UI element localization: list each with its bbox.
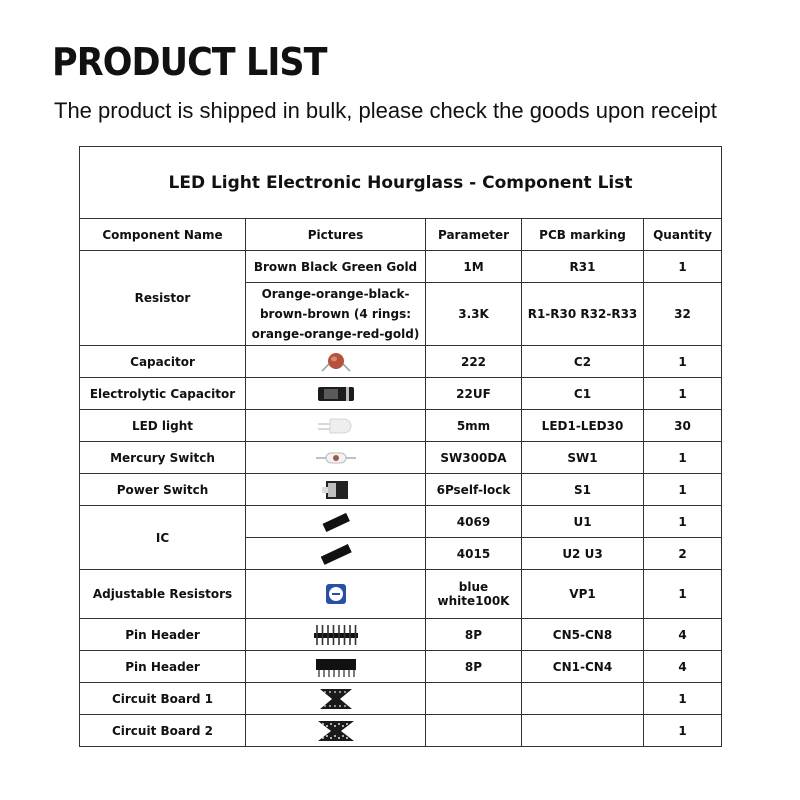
component-name: Capacitor xyxy=(80,346,246,378)
pcb-marking: CN5-CN8 xyxy=(522,619,644,651)
quantity: 1 xyxy=(644,715,722,747)
quantity: 30 xyxy=(644,410,722,442)
pcb-marking xyxy=(522,683,644,715)
table-header-row xyxy=(80,219,722,251)
picture-cell xyxy=(246,651,426,683)
table-caption: LED Light Electronic Hourglass - Component List xyxy=(80,147,722,219)
pin-header-female-icon xyxy=(314,656,358,678)
picture-text: Orange-orange-black-brown-brown (4 rings: orange-orange-red-gold) xyxy=(246,283,426,346)
column-header: Quantity xyxy=(644,219,722,251)
table-row xyxy=(80,346,722,378)
component-name: Electrolytic Capacitor xyxy=(80,378,246,410)
column-header: Component Name xyxy=(80,219,246,251)
parameter: 4069 xyxy=(426,506,522,538)
quantity: 1 xyxy=(644,346,722,378)
component-name: Resistor xyxy=(80,251,246,346)
electrolytic-capacitor-icon xyxy=(316,384,356,404)
pcb-marking: R31 xyxy=(522,251,644,283)
page-title: PRODUCT LIST xyxy=(52,40,327,84)
quantity: 4 xyxy=(644,619,722,651)
parameter: SW300DA xyxy=(426,442,522,474)
mercury-switch-icon xyxy=(314,449,358,467)
picture-cell xyxy=(246,715,426,747)
table-row xyxy=(80,506,722,538)
pcb-marking: SW1 xyxy=(522,442,644,474)
trimmer-potentiometer-icon xyxy=(323,581,349,607)
component-table xyxy=(79,146,722,747)
ic-chip-icon xyxy=(321,512,351,532)
parameter: 6Pself-lock xyxy=(426,474,522,506)
pcb-marking: R1-R30 R32-R33 xyxy=(522,283,644,346)
pcb-marking: C1 xyxy=(522,378,644,410)
table-row xyxy=(80,651,722,683)
picture-text: Brown Black Green Gold xyxy=(246,251,426,283)
table-row xyxy=(80,570,722,619)
pcb-marking: C2 xyxy=(522,346,644,378)
component-name: LED light xyxy=(80,410,246,442)
picture-cell xyxy=(246,619,426,651)
component-name: Circuit Board 2 xyxy=(80,715,246,747)
table-row xyxy=(80,683,722,715)
table-row xyxy=(80,410,722,442)
parameter: blue white100K xyxy=(426,570,522,619)
pcb-marking: CN1-CN4 xyxy=(522,651,644,683)
column-header: Pictures xyxy=(246,219,426,251)
table-row xyxy=(80,619,722,651)
picture-cell xyxy=(246,683,426,715)
page-subtitle: The product is shipped in bulk, please check the goods upon receipt xyxy=(54,98,717,123)
table-row xyxy=(80,474,722,506)
parameter: 8P xyxy=(426,619,522,651)
circuit-board-icon xyxy=(318,687,354,711)
pcb-marking: U2 U3 xyxy=(522,538,644,570)
pcb-marking: S1 xyxy=(522,474,644,506)
component-name: Pin Header xyxy=(80,619,246,651)
picture-cell xyxy=(246,346,426,378)
picture-cell xyxy=(246,506,426,538)
quantity: 1 xyxy=(644,570,722,619)
table-row xyxy=(80,378,722,410)
quantity: 2 xyxy=(644,538,722,570)
parameter: 4015 xyxy=(426,538,522,570)
power-switch-icon xyxy=(318,479,354,501)
quantity: 1 xyxy=(644,251,722,283)
quantity: 1 xyxy=(644,378,722,410)
parameter: 3.3K xyxy=(426,283,522,346)
circuit-board-icon xyxy=(316,719,356,743)
parameter: 1M xyxy=(426,251,522,283)
led-icon xyxy=(316,416,356,436)
parameter xyxy=(426,683,522,715)
picture-cell xyxy=(246,474,426,506)
quantity: 1 xyxy=(644,442,722,474)
ic-chip-icon xyxy=(319,543,353,565)
parameter: 22UF xyxy=(426,378,522,410)
parameter: 5mm xyxy=(426,410,522,442)
quantity: 1 xyxy=(644,683,722,715)
component-name: IC xyxy=(80,506,246,570)
picture-cell xyxy=(246,378,426,410)
component-name: Mercury Switch xyxy=(80,442,246,474)
component-name: Adjustable Resistors xyxy=(80,570,246,619)
component-name: Power Switch xyxy=(80,474,246,506)
pcb-marking xyxy=(522,715,644,747)
pcb-marking: LED1-LED30 xyxy=(522,410,644,442)
picture-cell xyxy=(246,410,426,442)
pcb-marking: VP1 xyxy=(522,570,644,619)
column-header: Parameter xyxy=(426,219,522,251)
quantity: 32 xyxy=(644,283,722,346)
table-row xyxy=(80,715,722,747)
quantity: 4 xyxy=(644,651,722,683)
quantity: 1 xyxy=(644,474,722,506)
column-header: PCB marking xyxy=(522,219,644,251)
picture-cell xyxy=(246,442,426,474)
pcb-marking: U1 xyxy=(522,506,644,538)
component-name: Circuit Board 1 xyxy=(80,683,246,715)
table-row xyxy=(80,251,722,283)
parameter: 222 xyxy=(426,346,522,378)
ceramic-capacitor-icon xyxy=(318,351,354,373)
parameter: 8P xyxy=(426,651,522,683)
table-row xyxy=(80,442,722,474)
quantity: 1 xyxy=(644,506,722,538)
component-name: Pin Header xyxy=(80,651,246,683)
parameter xyxy=(426,715,522,747)
picture-cell xyxy=(246,570,426,619)
picture-cell xyxy=(246,538,426,570)
pin-header-male-icon xyxy=(312,623,360,647)
